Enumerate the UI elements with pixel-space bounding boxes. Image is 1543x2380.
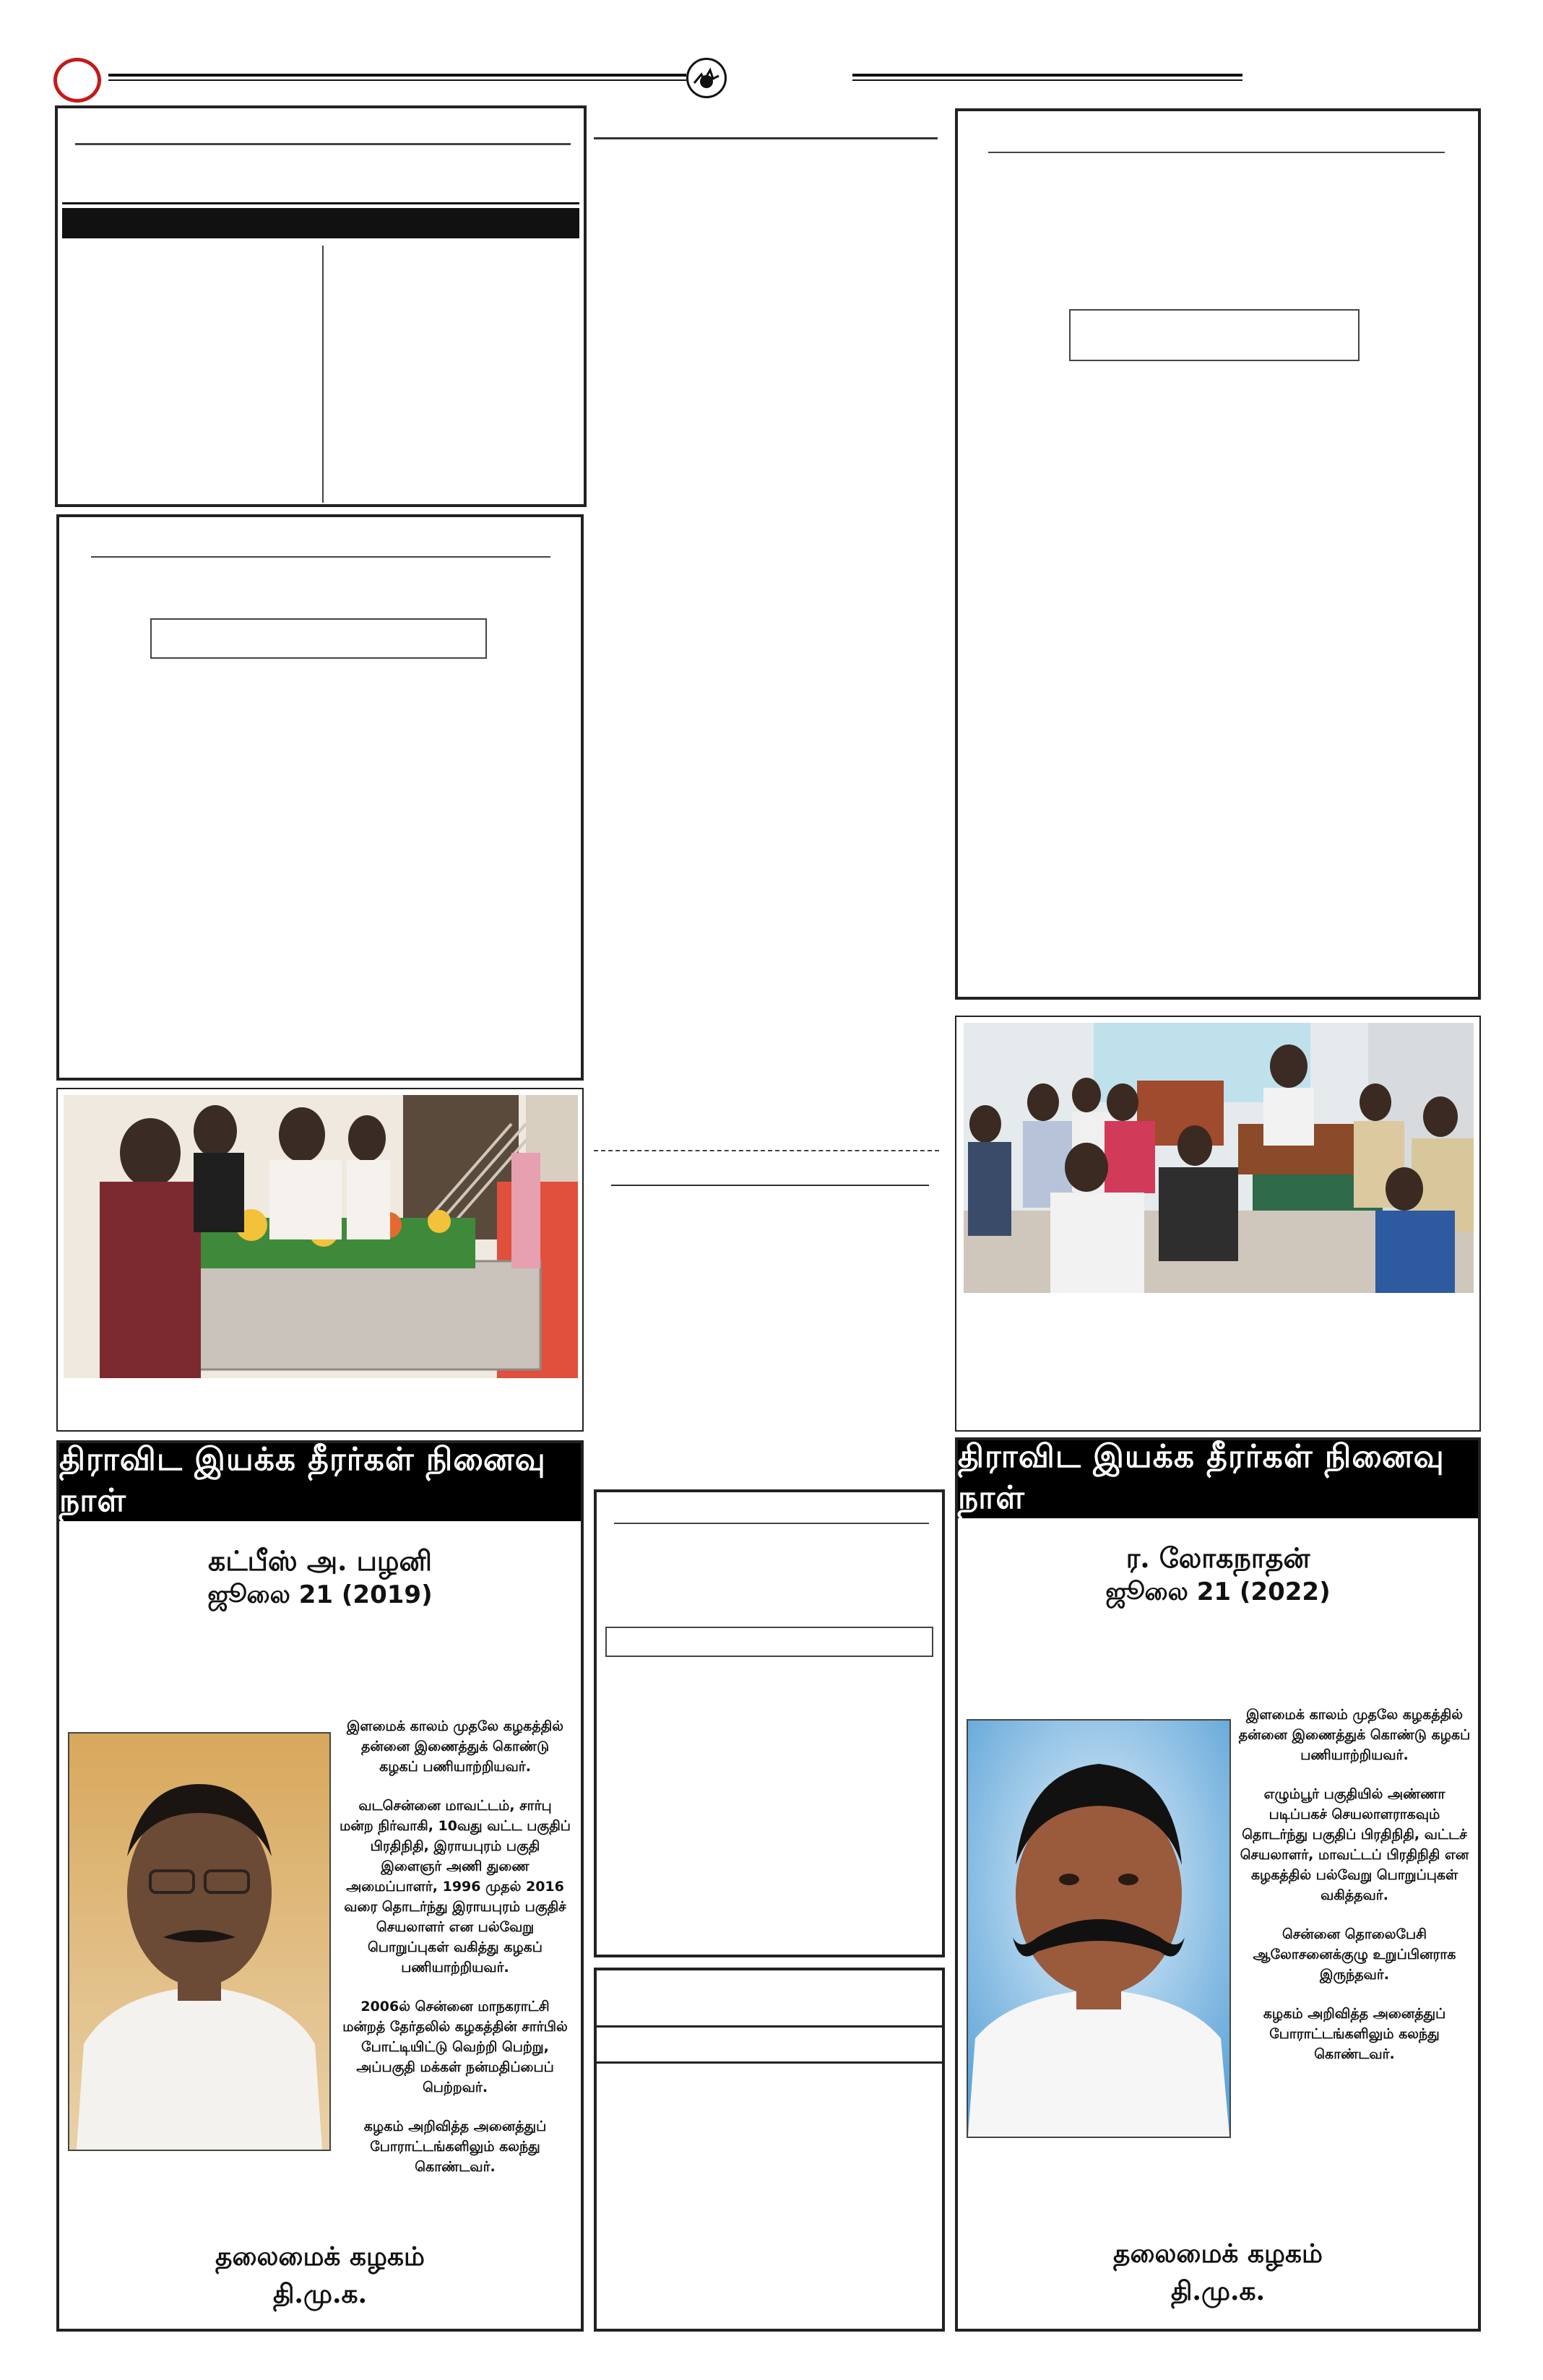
masthead-rule-right-2 <box>852 79 1242 81</box>
left-middle-rule <box>91 556 550 558</box>
center-bottom-rule-1 <box>597 2025 942 2028</box>
right-sign-line1: தலைமைக் கழகம் <box>1113 2238 1323 2269</box>
left-bio-paragraph: வடசென்னை மாவட்டம், சார்பு மன்ற நிர்வாகி, 10வது வட்ட பகுதிப் பிரதிநிதி, இராயபுரம் பகுதி இளைஞர் அணி துணை அமைப்பாளர், 1996 முதல் 2016 வரை தொடர்ந்து இராயபுரம் பகுதிச் செயலாளர் என பல்வேறு பொறுப்புகள் வகித்து கழகப் பணியாற்றியவர். <box>340 1798 571 1976</box>
right-top-caption-frame <box>1069 309 1360 361</box>
right-sign-line2: தி.மு.க. <box>1170 2276 1266 2306</box>
left-tribute-portrait <box>68 1732 331 2151</box>
left-tribute-band: திராவிட இயக்க தீரர்கள் நினைவு நாள் <box>59 1443 581 1521</box>
right-top-article-box <box>955 108 1481 1000</box>
left-sign-line2: தி.மு.க. <box>272 2279 368 2309</box>
left-tribute-box <box>56 1440 584 2332</box>
left-tribute-date: ஜூலை 21 (2019) <box>207 1580 433 1609</box>
right-tribute-portrait <box>967 1719 1231 2138</box>
masthead-rule-right <box>852 74 1242 77</box>
right-tribute-band: திராவிட இயக்க தீரர்கள் நினைவு நாள் <box>958 1440 1478 1518</box>
center-bottom-box <box>594 1968 945 2332</box>
right-bio-paragraph: கழகம் அறிவித்த அனைத்துப் போராட்டங்களிலும் கலந்து கொண்டவர். <box>1263 2006 1446 2062</box>
left-tribute-bio <box>340 1716 571 2196</box>
left-bio-paragraph: இளமைக் காலம் முதலே கழகத்தில் தன்னை இணைத்துக் கொண்டு கழகப் பணியாற்றியவர். <box>346 1718 564 1775</box>
right-tribute-signature <box>958 2235 1478 2310</box>
left-top-article-box <box>55 105 587 507</box>
center-bottom-rule-2 <box>597 2061 942 2064</box>
center-top-rule <box>594 137 938 139</box>
right-bio-paragraph: இளமைக் காலம் முதலே கழகத்தில் தன்னை இணைத்துக் கொண்டு கழகப் பணியாற்றியவர். <box>1238 1707 1471 1763</box>
center-lower-box <box>594 1489 945 1957</box>
right-tribute-date: ஜூலை 21 (2022) <box>1105 1578 1331 1606</box>
funeral-tribute-photo <box>64 1095 578 1378</box>
left-middle-caption-frame <box>150 618 487 659</box>
masthead-logo-circle <box>53 58 101 103</box>
right-photo-box <box>955 1016 1481 1432</box>
center-lower-rule <box>614 1523 929 1524</box>
left-photo-box <box>56 1088 584 1432</box>
masthead-rule-left-2 <box>108 79 686 81</box>
right-tribute-bio <box>1238 1705 1471 2083</box>
masthead-rule-left <box>108 74 686 77</box>
left-bio-paragraph: 2006ல் சென்னை மாநகராட்சி மன்றத் தேர்தலில் கழகத்தின் சார்பில் போட்டியிட்டு வெற்றி பெற்று, அப்பகுதி மக்கள் நன்மதிப்பைப் பெற்றவர். <box>342 1999 568 2095</box>
left-top-black-band <box>62 208 579 238</box>
right-bio-paragraph: சென்னை தொலைபேசி ஆலோசனைக்குழு உறுப்பினராக இருந்தவர். <box>1253 1926 1456 1983</box>
right-bio-paragraph: எழும்பூர் பகுதியில் அண்ணா படிப்பகச் செயலாளராகவும் தொடர்ந்து பகுதிப் பிரதிநிதி, வட்டச் செயலாளர், மாவட்டப் பிரதிநிதி என கழகத்தில் பல்வேறு பொறுப்புகள் வகித்தவர். <box>1240 1786 1469 1903</box>
left-top-rule <box>75 143 571 145</box>
right-tribute-box <box>955 1437 1481 2332</box>
right-top-rule <box>988 152 1445 153</box>
left-tribute-name: கட்பீஸ் அ. பழனி <box>208 1544 432 1577</box>
left-sign-line1: தலைமைக் கழகம் <box>215 2241 425 2272</box>
right-tribute-name: ர. லோகநாதன் <box>1125 1541 1310 1574</box>
left-bio-paragraph: கழகம் அறிவித்த அனைத்துப் போராட்டங்களிலும் கலந்து கொண்டவர். <box>363 2119 547 2175</box>
center-middle-rule <box>611 1185 929 1186</box>
left-top-column-divider <box>322 246 324 503</box>
left-tribute-signature <box>59 2238 581 2313</box>
center-dashed-separator <box>594 1150 939 1151</box>
meeting-photo <box>964 1023 1474 1293</box>
rising-sun-emblem-icon <box>686 58 727 98</box>
left-middle-article-box <box>56 514 584 1081</box>
left-top-double-rule <box>62 202 579 204</box>
center-lower-caption-frame <box>605 1627 933 1657</box>
